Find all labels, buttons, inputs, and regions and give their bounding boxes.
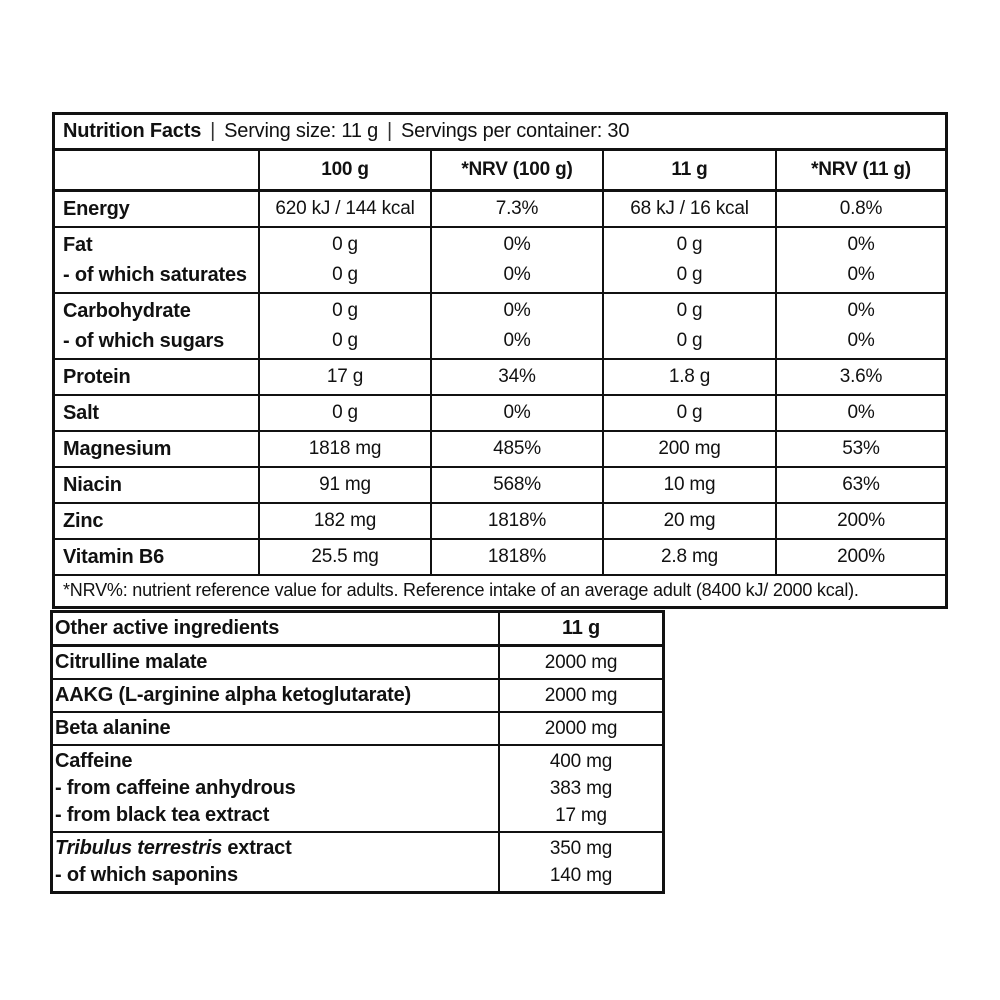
col-header-blank <box>55 151 258 189</box>
value-cell: 568% <box>430 468 602 502</box>
ingredient-row-citrulline-malate <box>53 647 662 680</box>
nutrition-row-protein <box>55 360 945 396</box>
nutrition-row-carbohydrate <box>55 294 945 360</box>
ingredient-row-beta-alanine <box>53 713 662 746</box>
row-label: Vitamin B6 <box>63 546 164 568</box>
value-cell: 68 kJ / 16 kcal <box>602 192 775 226</box>
row-label: Zinc <box>63 510 104 532</box>
ingredients-header-row <box>53 613 662 647</box>
value-cell: 485% <box>430 432 602 466</box>
row-label: Magnesium <box>63 438 172 460</box>
nutrition-facts-header <box>55 115 945 151</box>
value-cell: 0 g 0 g <box>258 228 430 292</box>
value-cell: 0.8% <box>775 192 945 226</box>
row-label: Salt <box>63 402 99 424</box>
row-label: Tribulus terrestris extract - of which saponins <box>55 837 292 886</box>
row-label: Citrulline malate <box>55 651 208 673</box>
value-cell: 620 kJ / 144 kcal <box>258 192 430 226</box>
value-cell: 1818% <box>430 540 602 574</box>
value-cell: 200 mg <box>602 432 775 466</box>
row-label: Carbohydrate - of which sugars <box>63 300 225 352</box>
value-cell: 7.3% <box>430 192 602 226</box>
column-header-row <box>55 151 945 192</box>
value-cell: 182 mg <box>258 504 430 538</box>
nutrition-facts-table <box>52 112 948 609</box>
value-cell: 0 g 0 g <box>602 228 775 292</box>
value-cell: 0% 0% <box>775 228 945 292</box>
row-label: Energy <box>63 198 130 220</box>
value-cell: 20 mg <box>602 504 775 538</box>
value-cell: 200% <box>775 504 945 538</box>
value-cell: 1818% <box>430 504 602 538</box>
value-cell: 0% <box>430 396 602 430</box>
nutrition-row-vitamin-b6 <box>55 540 945 576</box>
value-cell: 91 mg <box>258 468 430 502</box>
value-cell: 63% <box>775 468 945 502</box>
value-cell: 0% <box>775 396 945 430</box>
row-label: Caffeine - from caffeine anhydrous - from black tea extract <box>55 750 296 826</box>
nutrition-row-magnesium <box>55 432 945 468</box>
value-cell: 0 g 0 g <box>602 294 775 358</box>
row-label: Protein <box>63 366 131 388</box>
nutrition-row-fat <box>55 228 945 294</box>
value-cell: 400 mg 383 mg 17 mg <box>498 746 662 831</box>
servings-per-container-text: Servings per container: 30 <box>401 120 630 142</box>
value-cell: 350 mg 140 mg <box>498 833 662 891</box>
value-cell: 200% <box>775 540 945 574</box>
value-cell: 53% <box>775 432 945 466</box>
value-cell: 10 mg <box>602 468 775 502</box>
pipe-separator: | <box>387 120 393 142</box>
value-cell: 2000 mg <box>498 713 662 744</box>
value-cell: 2000 mg <box>498 680 662 711</box>
ingredient-row-tribulus <box>53 833 662 891</box>
value-cell: 1818 mg <box>258 432 430 466</box>
col-header-nrv-100g: *NRV (100 g) <box>430 151 602 189</box>
value-cell: 34% <box>430 360 602 394</box>
row-label: Fat - of which saturates <box>63 234 247 286</box>
row-label: Niacin <box>63 474 122 496</box>
latin-species-name: Tribulus terrestris <box>55 837 223 859</box>
nutrition-row-niacin <box>55 468 945 504</box>
other-ingredients-table <box>50 610 665 894</box>
ingredients-header-label: Other active ingredients <box>55 617 280 639</box>
row-label: Beta alanine <box>55 717 171 739</box>
col-header-11g: 11 g <box>602 151 775 189</box>
ingredients-header-amount: 11 g <box>498 613 662 644</box>
value-cell: 0% 0% <box>430 228 602 292</box>
value-cell: 0 g <box>602 396 775 430</box>
value-cell: 2000 mg <box>498 647 662 678</box>
nutrition-facts-title: Nutrition Facts <box>63 120 202 142</box>
nutrition-row-salt <box>55 396 945 432</box>
value-cell: 3.6% <box>775 360 945 394</box>
value-cell: 17 g <box>258 360 430 394</box>
col-header-nrv-11g: *NRV (11 g) <box>775 151 945 189</box>
value-cell: 1.8 g <box>602 360 775 394</box>
col-header-100g: 100 g <box>258 151 430 189</box>
row-label: AAKG (L-arginine alpha ketoglutarate) <box>55 684 411 706</box>
serving-size-text: Serving size: 11 g <box>224 120 379 142</box>
value-cell: 0 g <box>258 396 430 430</box>
ingredient-row-caffeine <box>53 746 662 833</box>
ingredient-row-aakg <box>53 680 662 713</box>
value-cell: 25.5 mg <box>258 540 430 574</box>
nutrition-row-energy <box>55 192 945 228</box>
value-cell: 2.8 mg <box>602 540 775 574</box>
nrv-footnote: *NRV%: nutrient reference value for adults. Reference intake of an average adult (8400 kJ/ 2000 kcal). <box>63 580 859 600</box>
value-cell: 0% 0% <box>775 294 945 358</box>
pipe-separator: | <box>210 120 216 142</box>
value-cell: 0 g 0 g <box>258 294 430 358</box>
value-cell: 0% 0% <box>430 294 602 358</box>
nutrition-row-zinc <box>55 504 945 540</box>
